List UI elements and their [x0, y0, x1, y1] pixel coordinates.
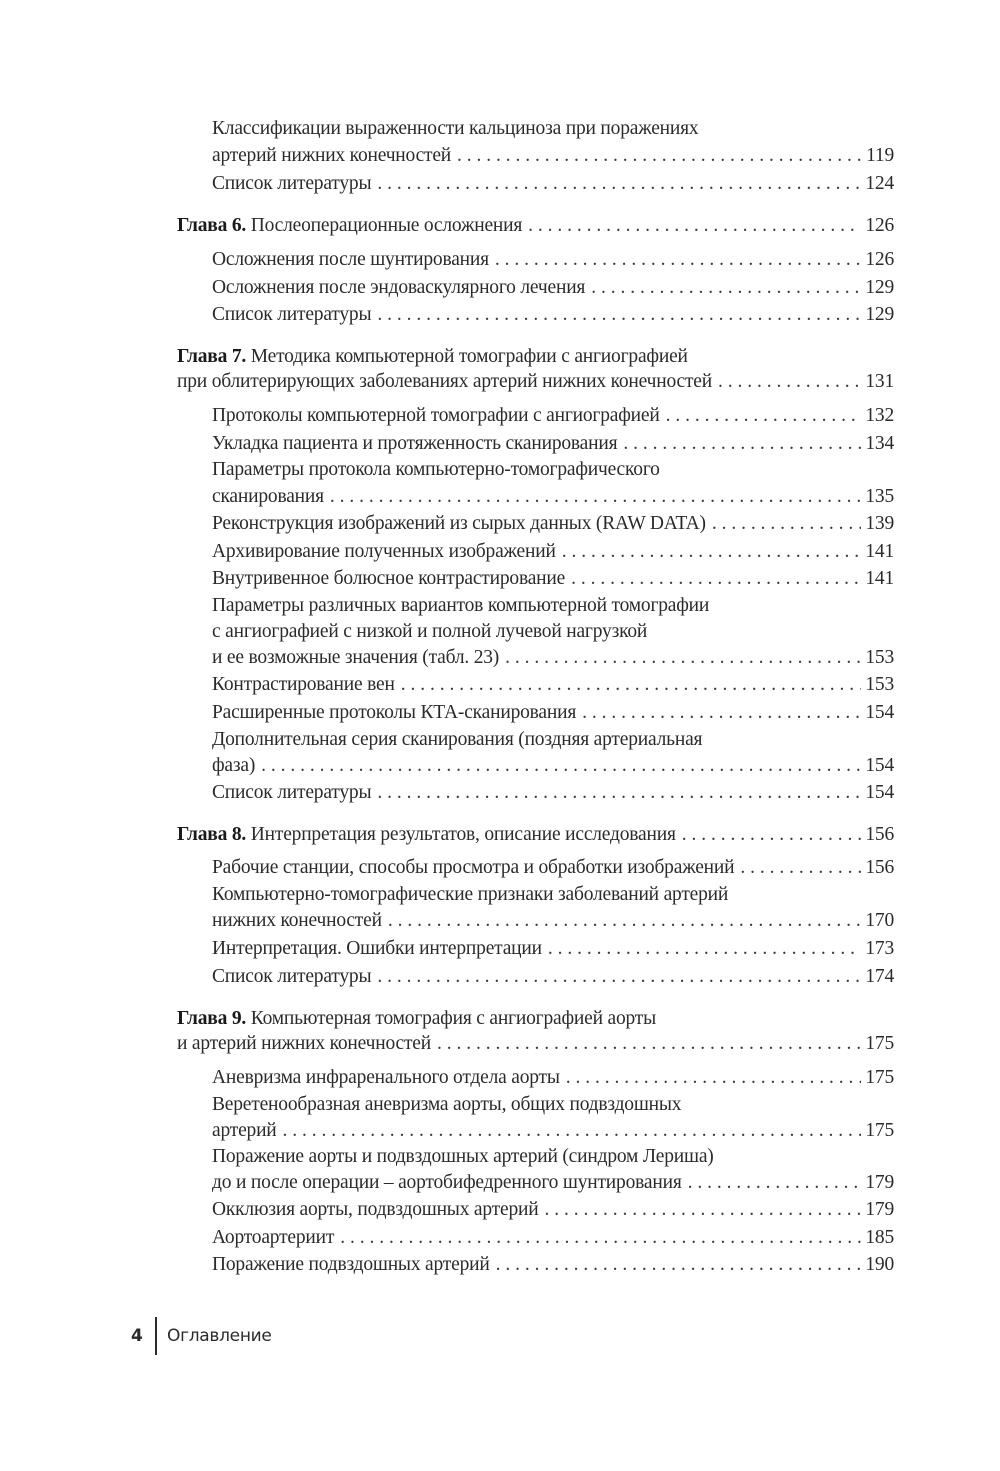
- toc-page-number: 129: [865, 304, 894, 325]
- toc-entry-calcinosis-classification[interactable]: [212, 118, 894, 144]
- toc-entry-text: сканирования: [212, 486, 324, 507]
- toc-entry-text: фаза): [212, 755, 256, 776]
- leader-dots: [377, 782, 861, 804]
- toc-page-number: 126: [865, 215, 894, 236]
- toc-entry-workstations[interactable]: [212, 857, 894, 883]
- chapter-title: и артерий нижних конечностей: [177, 1033, 431, 1054]
- toc-entry-text: и ее возможные значения (табл. 23): [212, 647, 500, 668]
- toc-chapter-7-cont[interactable]: [177, 371, 894, 397]
- toc-entry-text: Параметры протокола компьютерно-томографического: [212, 459, 660, 480]
- leader-dots: [457, 145, 862, 167]
- toc-page-number: 153: [865, 647, 894, 668]
- toc-page-number: 153: [865, 674, 894, 695]
- leader-dots: [401, 674, 862, 696]
- toc-entry-ct-variants-parameters[interactable]: [212, 595, 894, 621]
- toc-entry-infrarenal-aneurysm[interactable]: [212, 1067, 894, 1093]
- toc-page-number: 174: [865, 966, 894, 987]
- chapter-label: Глава 7.: [177, 346, 247, 367]
- toc-entry-raw-data-reconstruction[interactable]: [212, 513, 894, 539]
- toc-entry-references-ch7[interactable]: [212, 782, 894, 808]
- chapter-label: Глава 9.: [177, 1008, 247, 1029]
- toc-entry-text: нижних конечностей: [212, 910, 382, 931]
- toc-page-number: 170: [865, 910, 894, 931]
- toc-entry-ct-signs[interactable]: [212, 884, 894, 910]
- toc-entry-text: Список литературы: [212, 782, 372, 803]
- toc-entry-text: артерий нижних конечностей: [212, 145, 452, 166]
- toc-entry-image-archiving[interactable]: [212, 541, 894, 567]
- toc-entry-aortoarteritis[interactable]: [212, 1227, 894, 1253]
- leader-dots: [548, 938, 861, 960]
- toc-page-number: 141: [865, 541, 894, 562]
- leader-dots: [688, 1172, 862, 1194]
- leader-dots: [712, 513, 862, 535]
- leader-dots: [582, 702, 861, 724]
- toc-entry-ct-protocol-parameters-cont[interactable]: [212, 486, 894, 512]
- leader-dots: [496, 1254, 862, 1276]
- toc-entry-leriche-syndrome[interactable]: [212, 1146, 894, 1172]
- toc-entry-text: Расширенные протоколы КТА-сканирования: [212, 702, 577, 723]
- toc-page-number: 175: [865, 1033, 894, 1054]
- toc-page-number: 173: [865, 938, 894, 959]
- running-title: Оглавление: [167, 1326, 272, 1346]
- toc-entry-text: Рабочие станции, способы просмотра и обработки изображений: [212, 857, 735, 878]
- toc-page-number: 156: [865, 824, 894, 845]
- footer-divider: [155, 1317, 157, 1355]
- leader-dots: [283, 1120, 862, 1142]
- toc-page-number: 119: [866, 145, 894, 166]
- toc-chapter-6[interactable]: [177, 215, 894, 241]
- leader-dots: [528, 215, 861, 237]
- toc-entry-cta-protocols[interactable]: [212, 405, 894, 431]
- toc-entry-venous-contrast[interactable]: [212, 674, 894, 700]
- toc-entry-additional-scan-series-cont[interactable]: [212, 755, 894, 781]
- leader-dots: [591, 277, 861, 299]
- page-number: 4: [131, 1326, 143, 1346]
- toc-entry-text: Список литературы: [212, 304, 372, 325]
- toc-page-number: 132: [865, 405, 894, 426]
- toc-entry-references-ch6[interactable]: [212, 304, 894, 330]
- leader-dots: [682, 824, 862, 846]
- toc-entry-references-ch8[interactable]: [212, 966, 894, 992]
- toc-page-number: 175: [865, 1067, 894, 1088]
- toc-entry-references-ch5[interactable]: [212, 173, 894, 199]
- toc-entry-leriche-syndrome-cont[interactable]: [212, 1172, 894, 1198]
- leader-dots: [377, 304, 861, 326]
- toc-entry-text: артерий: [212, 1120, 277, 1141]
- chapter-title: Интерпретация результатов, описание исследования: [246, 824, 676, 845]
- leader-dots: [388, 910, 862, 932]
- toc-page-number: 141: [865, 568, 894, 589]
- leader-dots: [340, 1227, 861, 1249]
- toc-page-number: 154: [865, 702, 894, 723]
- toc-page-number: 175: [865, 1120, 894, 1141]
- chapter-label: Глава 6.: [177, 215, 247, 236]
- toc-entry-extended-cta-protocols[interactable]: [212, 702, 894, 728]
- toc-chapter-8[interactable]: [177, 824, 894, 850]
- toc-entry-bypass-complications[interactable]: [212, 249, 894, 275]
- toc-page-number: 179: [865, 1172, 894, 1193]
- leader-dots: [261, 755, 861, 777]
- toc-page-number: 179: [865, 1199, 894, 1220]
- toc-entry-text: Архивирование полученных изображений: [212, 541, 556, 562]
- toc-page-number: 135: [865, 486, 894, 507]
- toc-entry-text: Окклюзия аорты, подвздошных артерий: [212, 1199, 539, 1220]
- toc-entry-iliac-lesion[interactable]: [212, 1254, 894, 1280]
- toc-entry-interpretation-errors[interactable]: [212, 938, 894, 964]
- toc-page-number: 139: [865, 513, 894, 534]
- leader-dots: [544, 1199, 861, 1221]
- leader-dots: [495, 249, 861, 271]
- toc-entry-text: Классификации выраженности кальциноза при поражениях: [212, 118, 699, 139]
- toc-page-number: 126: [865, 249, 894, 270]
- toc-chapter-7[interactable]: [177, 346, 894, 372]
- toc-entry-text: Веретенообразная аневризма аорты, общих подвздошных: [212, 1094, 682, 1115]
- toc-page-number: 129: [865, 277, 894, 298]
- toc-entry-text: Список литературы: [212, 966, 372, 987]
- toc-chapter-9[interactable]: [177, 1008, 894, 1034]
- toc-entry-text: Параметры различных вариантов компьютерной томографии: [212, 595, 710, 616]
- toc-entry-text: Реконструкция изображений из сырых данных (RAW DATA): [212, 513, 706, 534]
- toc-entry-text: Осложнения после эндоваскулярного лечения: [212, 277, 586, 298]
- toc-entry-additional-scan-series[interactable]: [212, 729, 894, 755]
- toc-page-number: 131: [865, 371, 894, 392]
- leader-dots: [562, 541, 862, 563]
- leader-dots: [666, 405, 862, 427]
- chapter-label: Глава 8.: [177, 824, 247, 845]
- leader-dots: [566, 1067, 862, 1089]
- toc-entry-fusiform-aneurysm[interactable]: [212, 1094, 894, 1120]
- toc-entry-ct-variants-parameters-cont2[interactable]: [212, 647, 894, 673]
- chapter-title: Компьютерная томография с ангиографией аорты: [246, 1008, 657, 1029]
- toc-entry-text: Осложнения после шунтирования: [212, 249, 489, 270]
- toc-page-number: 190: [865, 1254, 894, 1275]
- toc-entry-text: Контрастирование вен: [212, 674, 395, 695]
- toc-page-number: 134: [865, 433, 894, 454]
- toc-entry-text: Поражение подвздошных артерий: [212, 1254, 490, 1275]
- toc-chapter-9-cont[interactable]: [177, 1033, 894, 1059]
- leader-dots: [623, 433, 861, 455]
- leader-dots: [571, 568, 861, 590]
- leader-dots: [437, 1033, 861, 1055]
- toc-page-number: 154: [865, 755, 894, 776]
- toc-page-number: 185: [865, 1227, 894, 1248]
- toc-page-number: 154: [865, 782, 894, 803]
- toc-page-number: 124: [865, 173, 894, 194]
- toc-entry-ct-protocol-parameters[interactable]: [212, 459, 894, 485]
- toc-entry-aortic-occlusion[interactable]: [212, 1199, 894, 1225]
- toc-entry-calcinosis-classification-cont[interactable]: [212, 145, 894, 171]
- toc-entry-text: Интерпретация. Ошибки интерпретации: [212, 938, 542, 959]
- toc-page-number: 156: [865, 857, 894, 878]
- toc-entry-text: Аортоартериит: [212, 1227, 335, 1248]
- leader-dots: [505, 647, 861, 669]
- chapter-title: при облитерирующих заболеваниях артерий нижних конечностей: [177, 371, 712, 392]
- toc-entry-text: Поражение аорты и подвздошных артерий (синдром Лериша): [212, 1146, 714, 1167]
- toc-entry-text: Список литературы: [212, 173, 372, 194]
- page-footer: [131, 1318, 272, 1354]
- toc-entry-ct-variants-parameters-cont1[interactable]: [212, 621, 894, 647]
- toc-entry-text: Внутривенное болюсное контрастирование: [212, 568, 566, 589]
- leader-dots: [740, 857, 861, 879]
- toc-entry-bolus-contrast[interactable]: [212, 568, 894, 594]
- leader-dots: [718, 371, 861, 393]
- toc-entry-ct-signs-cont[interactable]: [212, 910, 894, 936]
- toc-entry-patient-positioning[interactable]: [212, 433, 894, 459]
- toc-entry-fusiform-aneurysm-cont[interactable]: [212, 1120, 894, 1146]
- toc-entry-text: Протоколы компьютерной томографии с ангиографией: [212, 405, 660, 426]
- toc-entry-text: Дополнительная серия сканирования (поздняя артериальная: [212, 729, 703, 750]
- leader-dots: [377, 173, 861, 195]
- toc-entry-endovascular-complications[interactable]: [212, 277, 894, 303]
- toc-entry-text: Укладка пациента и протяженность сканирования: [212, 433, 618, 454]
- leader-dots: [377, 966, 861, 988]
- leader-dots: [330, 486, 861, 508]
- toc-entry-text: до и после операции – аортобифедренного шунтирования: [212, 1172, 682, 1193]
- chapter-title: Послеоперационные осложнения: [246, 215, 523, 236]
- chapter-title: Методика компьютерной томографии с ангиографией: [246, 346, 688, 367]
- toc-entry-text: с ангиографией с низкой и полной лучевой нагрузкой: [212, 621, 648, 642]
- toc-entry-text: Аневризма инфраренального отдела аорты: [212, 1067, 560, 1088]
- toc-entry-text: Компьютерно-томографические признаки заболеваний артерий: [212, 884, 729, 905]
